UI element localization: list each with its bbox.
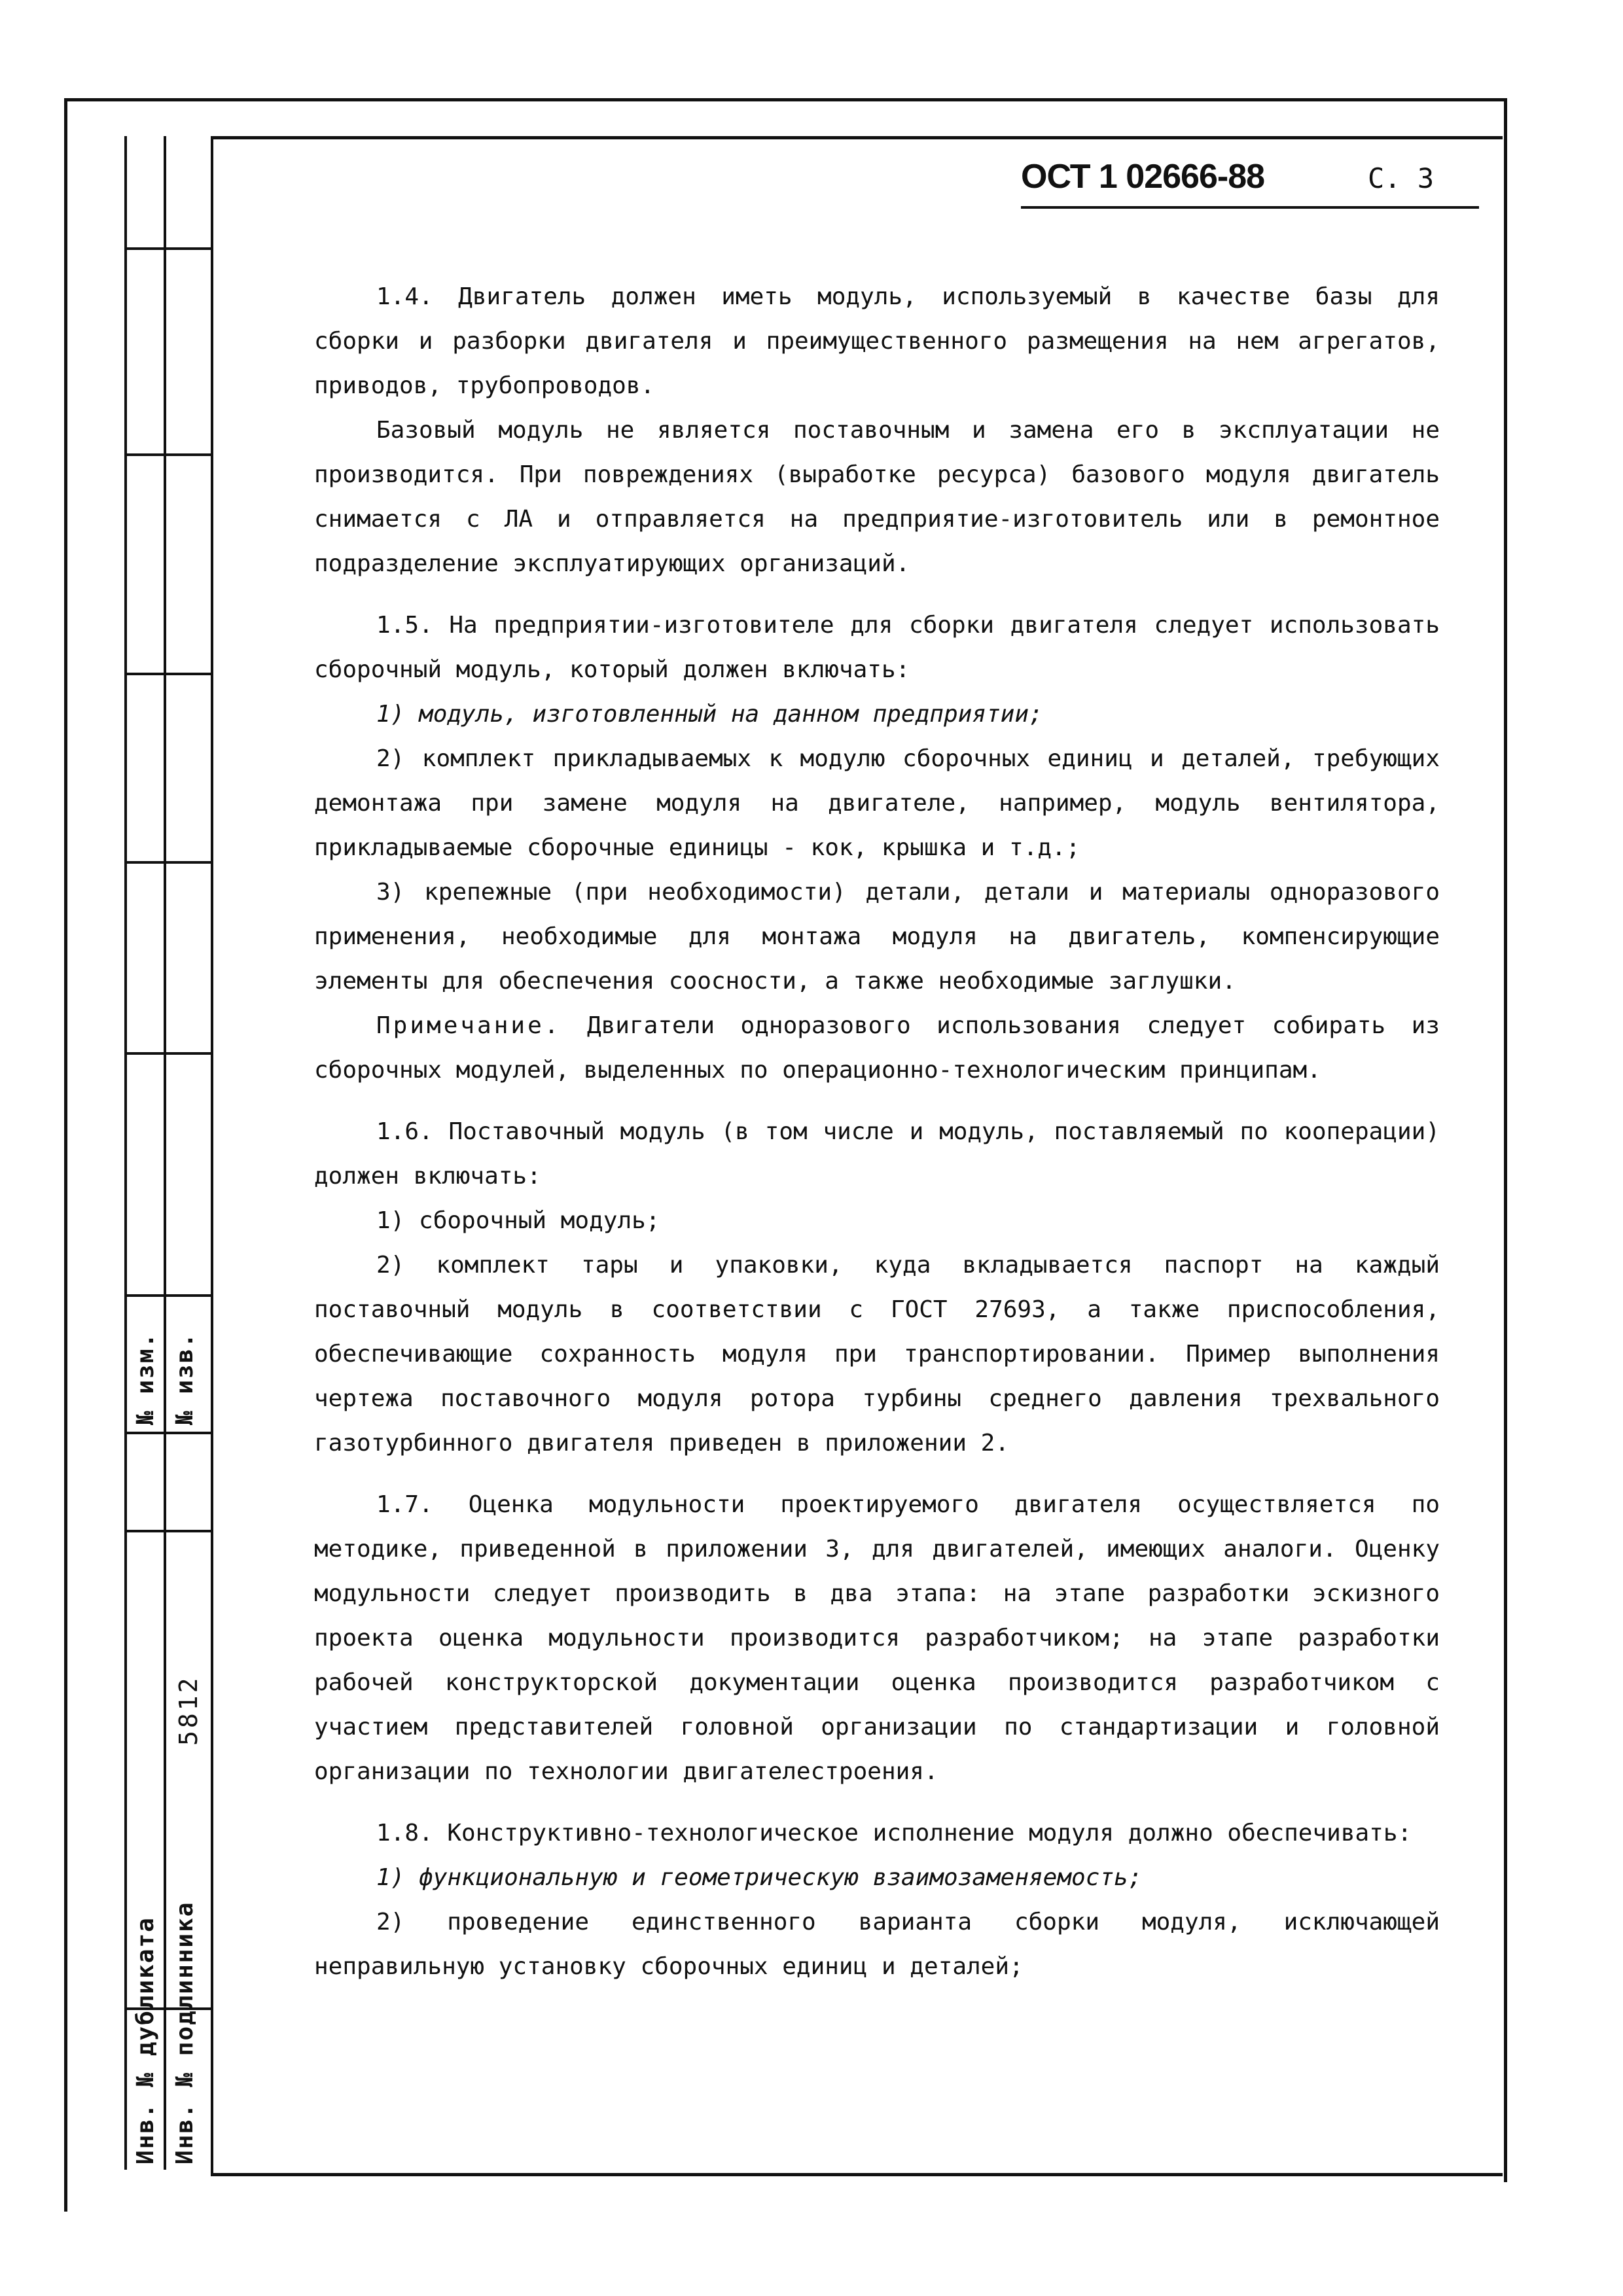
list-item-1: 1) модуль, изготовленный на данном предприятии;	[376, 701, 1043, 728]
list-item-2c: 2) проведение единственного варианта сборки модуля, исключающей неправильную установку сборочных единиц и деталей;	[314, 1909, 1440, 1980]
page-frame-tail	[64, 2179, 67, 2212]
stamp-dup: Инв. № дубликата	[132, 1916, 159, 2164]
paragraph-1-6: 1.6. Поставочный модуль (в том числе и модуль, поставляемый по кооперации) должен включать:	[314, 1118, 1440, 1190]
stamp-number: 5812	[174, 1675, 203, 1746]
stamp-row-line	[124, 673, 211, 675]
stamp-izm: № изм.	[132, 1332, 159, 1425]
side-stamp	[124, 136, 211, 2170]
stamp-line	[164, 136, 166, 2170]
document-body	[314, 275, 1440, 1989]
stamp-orig: Инв. № подлинника	[171, 1901, 198, 2164]
paragraph-1-5: 1.5. На предприятии-изготовителе для сборки двигателя следует использовать сборочный модуль, который должен включать:	[314, 612, 1440, 683]
stamp-row-line	[124, 1530, 211, 1532]
stamp-izv: № изв.	[171, 1332, 198, 1425]
paragraph-1-4: 1.4. Двигатель должен иметь модуль, используемый в качестве базы для сборки и разборки двигателя и преимущественного размещения на нем агрегатов, приводов, трубопроводов.	[314, 283, 1440, 399]
list-item-2b: 2) комплект тары и упаковки, куда вкладывается паспорт на каждый поставочный модуль в соответствии с ГОСТ 27693, а также приспособления, обеспечивающие сохранность модуля при транспортировании. Пример выполнения чертежа поставочного модуля ротора турбины среднего давления трехвального газотурбинного двигателя приведен в приложении 2.	[314, 1252, 1440, 1457]
stamp-row-line	[124, 453, 211, 456]
list-item-2: 2) комплект прикладываемых к модулю сборочных единиц и деталей, требующих демонтажа при замене модуля на двигателе, например, модуль вентилятора, прикладываемые сборочные единицы - кок, крышка и т.д.;	[314, 745, 1440, 861]
list-item-1c: 1) функциональную и геометрическую взаимозаменяемость;	[376, 1864, 1143, 1891]
stamp-line	[124, 136, 127, 2170]
paragraph-1-8: 1.8. Конструктивно-технологическое исполнение модуля должно обеспечивать:	[376, 1820, 1412, 1846]
stamp-row-line	[124, 1052, 211, 1055]
note-text: Двигатели одноразового использования следует собирать из сборочных модулей, выделенных по операционно-технологическим принципам.	[314, 1012, 1440, 1084]
note-paragraph	[314, 1004, 1440, 1093]
list-item-1b: 1) сборочный модуль;	[376, 1207, 660, 1234]
stamp-row-line	[124, 247, 211, 250]
paragraph-1-7: 1.7. Оценка модульности проектируемого двигателя осуществляется по методике, приведенной в приложении 3, для двигателей, имеющих аналоги. Оценку модульности следует производить в два этапа: на этапе разработки эскизного проекта оценка модульности производится разработчиком; на этапе разработки рабочей конструкторской документации оценка производится разработчиком с участием представителей головной организации по стандартизации и головной организации по технологии двигателестроения.	[314, 1491, 1440, 1785]
stamp-row-line	[124, 1432, 211, 1434]
page-number: С. 3	[1368, 162, 1435, 194]
list-item-3: 3) крепежные (при необходимости) детали, детали и материалы одноразового применения, необходимые для монтажа модуля на двигатель, компенсирующие элементы для обеспечения соосности, а также необходимые заглушки.	[314, 879, 1440, 995]
paragraph-base-module: Базовый модуль не является поставочным и замена его в эксплуатации не производится. При повреждениях (выработке ресурса) базового модуля двигатель снимается с ЛА и отправляется на предприятие-изготовитель или в ремонтное подразделение эксплуатирующих организаций.	[314, 417, 1440, 577]
page-header	[1021, 157, 1479, 209]
note-label: Примечание.	[376, 1012, 562, 1039]
stamp-row-line	[124, 861, 211, 864]
document-code: ОСТ 1 02666-88	[1021, 158, 1265, 196]
stamp-row-line	[124, 1294, 211, 1297]
